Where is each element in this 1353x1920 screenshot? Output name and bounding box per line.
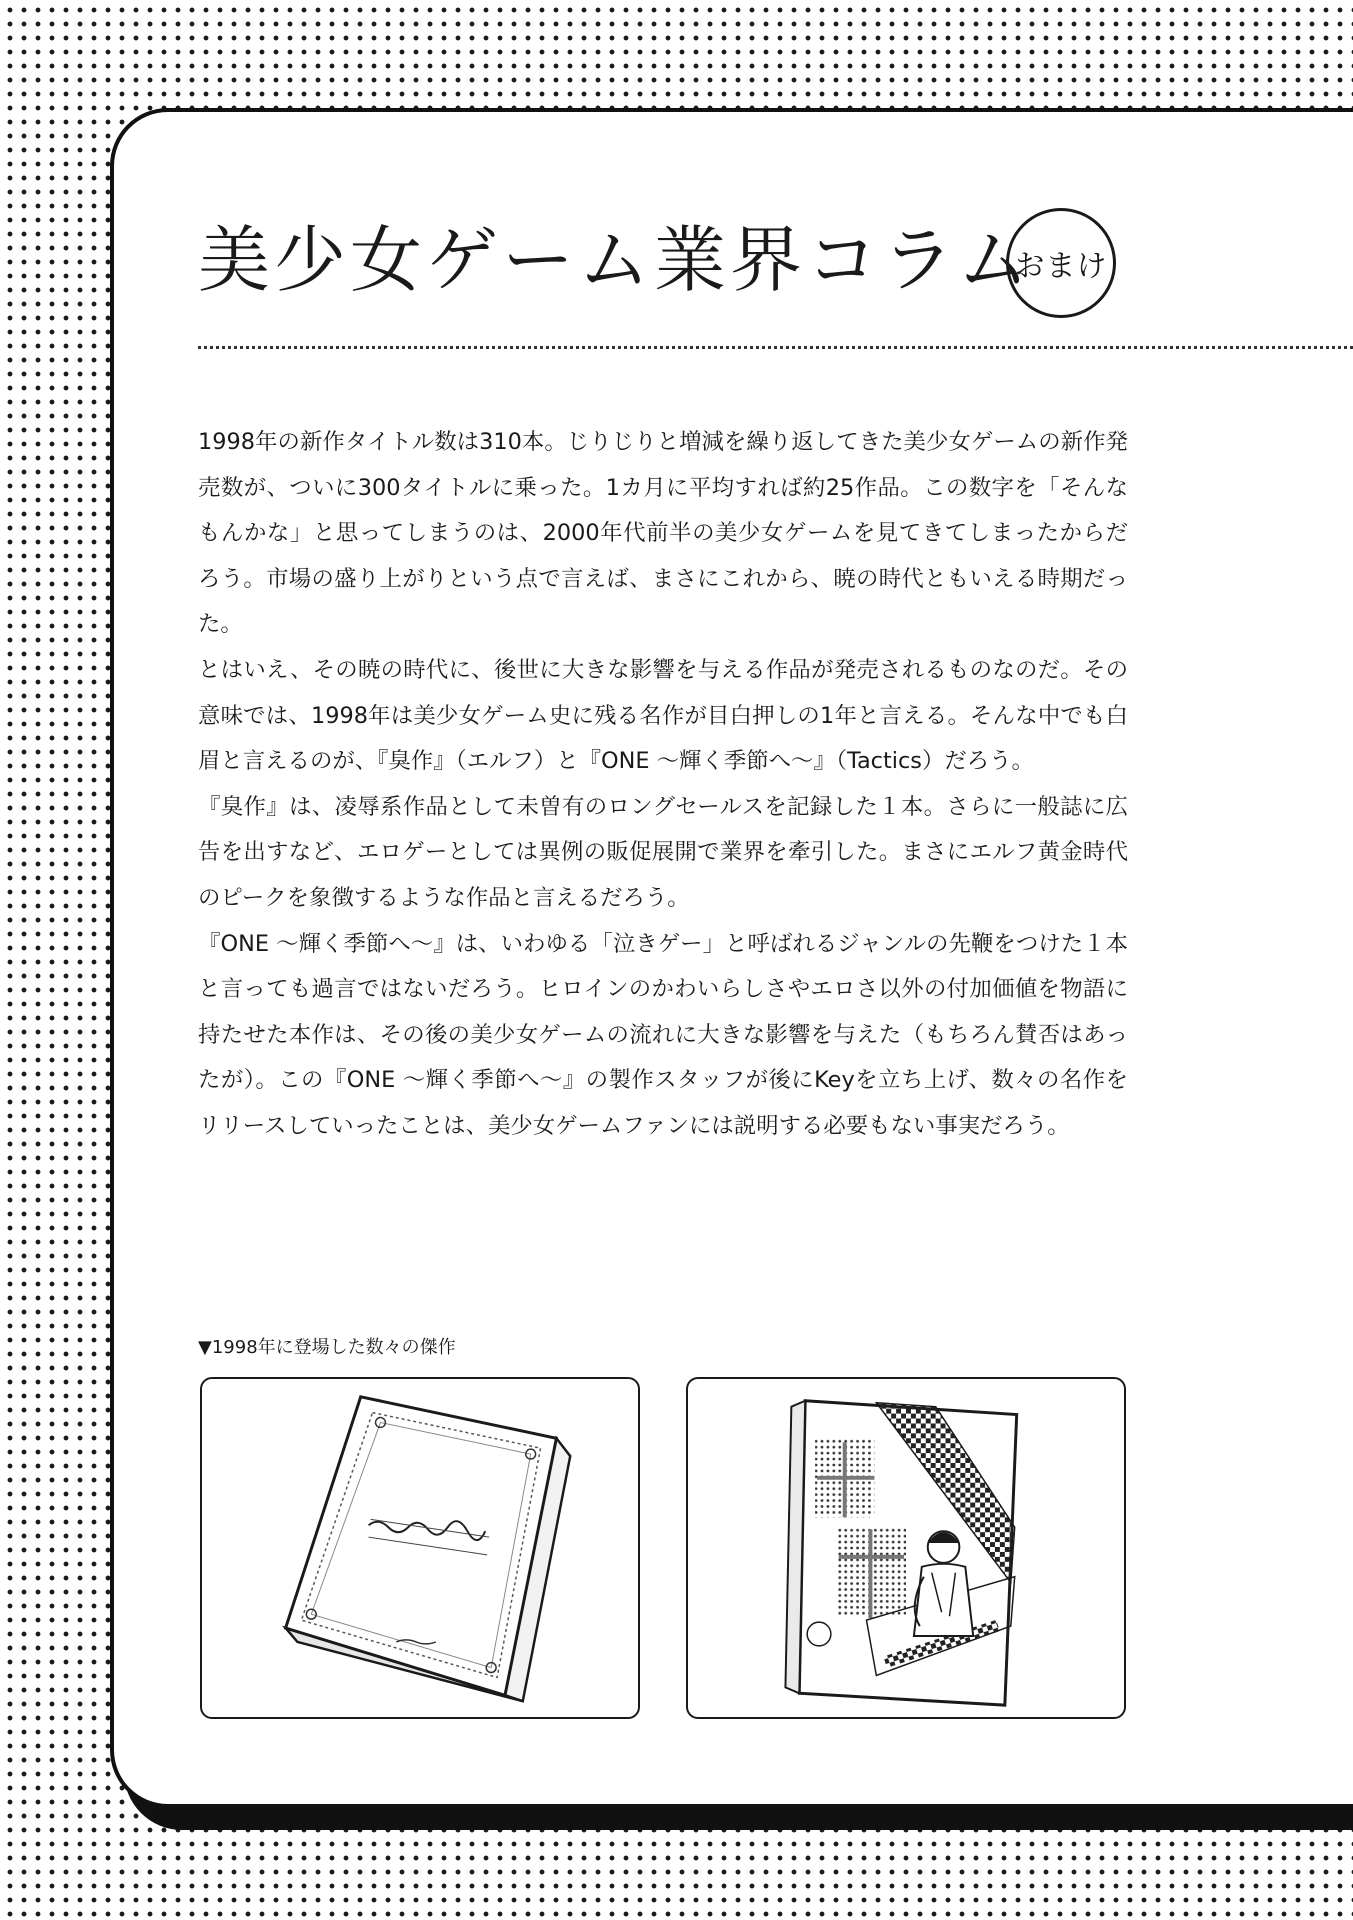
- game-box-illustration-2: [688, 1379, 1124, 1717]
- paragraph-4: 『ONE ～輝く季節へ～』は、いわゆる「泣きゲー」と呼ばれるジャンルの先鞭をつけた１本と言っても過言ではないだろう。ヒロインのかわいらしさやエロさ以外の付加価値を物語に持たせた本作は、その後の美少女ゲームの流れに大きな影響を与えた（もちろん賛否はあったが）。この『ONE ～輝く季節へ～』の製作スタッフが後にKeyを立ち上げ、数々の名作をリリースしていったことは、美少女ゲームファンには説明する必要もない事実だろう。: [198, 930, 1128, 1139]
- paragraph-3: 『臭作』は、凌辱系作品として未曽有のロングセールスを記録した１本。さらに一般誌に広告を出すなど、エロゲーとしては異例の販促展開で業界を牽引した。まさにエルフ黄金時代のピークを象徴するような作品と言えるだろう。: [198, 793, 1128, 911]
- omake-badge: おまけ: [1006, 208, 1116, 318]
- figure-game-box-1: [200, 1377, 640, 1719]
- paragraph-2: とはいえ、その暁の時代に、後世に大きな影響を与える作品が発売されるものなのだ。その意味では、1998年は美少女ゲーム史に残る名作が目白押しの1年と言える。そんな中でも白眉と言えるのが、『臭作』（エルフ）と『ONE ～輝く季節へ～』（Tactics）だろう。: [198, 656, 1128, 775]
- figure-game-box-2: [686, 1377, 1126, 1719]
- page-title: 美少女ゲーム業界コラム: [198, 218, 1034, 302]
- figure-caption: ▼1998年に登場した数々の傑作: [198, 1337, 456, 1358]
- paragraph-1: 1998年の新作タイトル数は310本。じりじりと増減を繰り返してきた美少女ゲームの新作発売数が、ついに300タイトルに乗った。1カ月に平均すれば約25作品。この数字を「そんなもんかな」と思ってしまうのは、2000年代前半の美少女ゲームを見てきてしまったからだろう。市場の盛り上がりという点で言えば、まさにこれから、暁の時代ともいえる時期だった。: [198, 429, 1128, 638]
- title-row: [198, 205, 1033, 315]
- column-body: [198, 420, 1128, 1150]
- dotted-divider: [198, 346, 1353, 349]
- game-box-illustration-1: [202, 1379, 638, 1717]
